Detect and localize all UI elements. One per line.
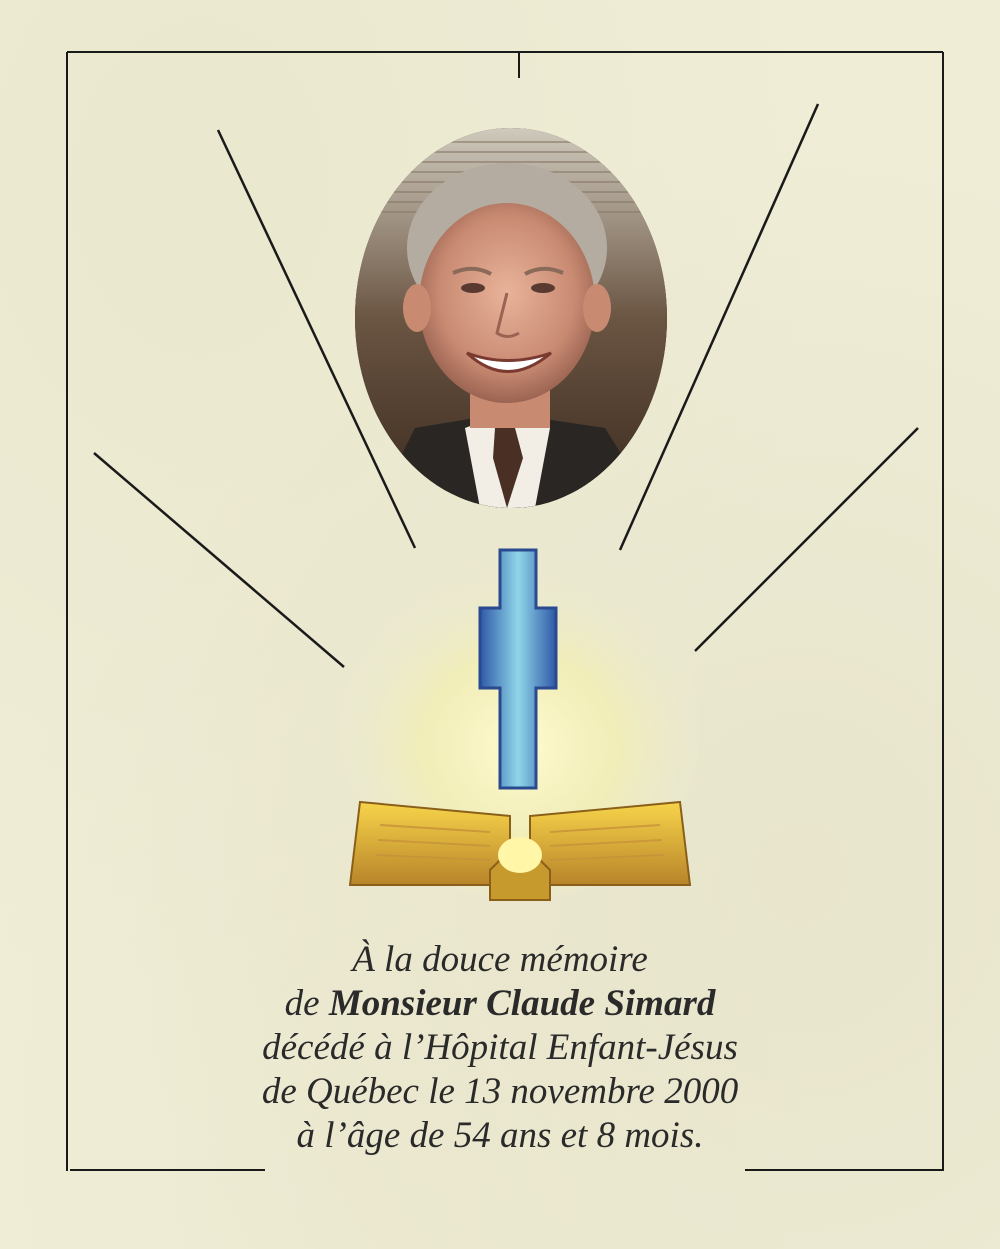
memorial-line-2-prefix: de bbox=[284, 983, 329, 1024]
memorial-line-2 bbox=[150, 982, 850, 1026]
cross-and-book-emblem bbox=[340, 540, 700, 910]
portrait-photo bbox=[355, 128, 667, 508]
memorial-line-3: décédé à l’Hôpital Enfant-Jésus bbox=[262, 1027, 738, 1068]
memorial-line-1: À la douce mémoire bbox=[352, 939, 648, 980]
deceased-name: Monsieur Claude Simard bbox=[328, 983, 716, 1024]
memorial-line-4: de Québec le 13 novembre 2000 bbox=[261, 1071, 739, 1112]
memorial-line-5: à l’âge de 54 ans et 8 mois. bbox=[296, 1115, 704, 1156]
memorial-text bbox=[150, 938, 850, 1158]
